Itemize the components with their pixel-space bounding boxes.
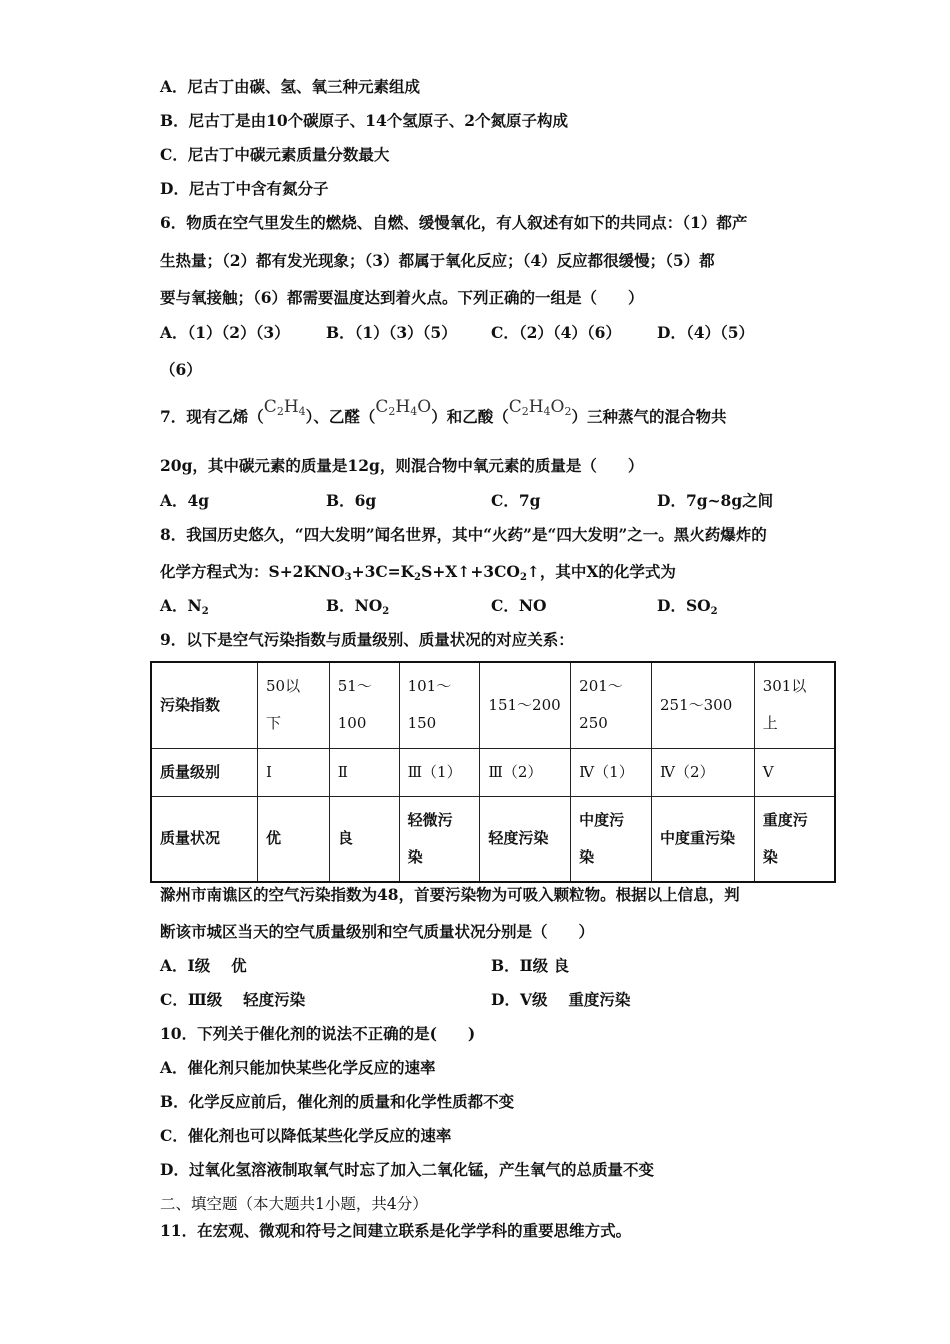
- q9-stem-line2: 断该市城区当天的空气质量级别和空气质量状况分别是（ ）: [160, 922, 595, 941]
- q6-stem-line1: 6．物质在空气里发生的燃烧、自燃、缓慢氧化，有人叙述有如下的共同点：（1）都产: [160, 213, 748, 232]
- q7-option-d: D．7g~8g之间: [657, 491, 774, 510]
- formula-c2h4o: $C_2H_4O$: [375, 397, 432, 418]
- table-cell: [571, 662, 652, 748]
- table-row: [151, 748, 835, 796]
- q9-intro: 9．以下是空气污染指数与质量级别、质量状况的对应关系：: [160, 630, 574, 649]
- q7-stem-line2: 20g，其中碳元素的质量是12g，则混合物中氧元素的质量是（ ）: [160, 456, 644, 475]
- header-pollution-index: 污染指数: [151, 662, 258, 748]
- q10-option-d: D．过氧化氢溶液制取氧气时忘了加入二氧化锰，产生氧气的总质量不变: [160, 1160, 654, 1179]
- table-cell: 轻度污染: [480, 796, 571, 882]
- table-cell: [754, 662, 835, 748]
- q11-stem: 11．在宏观、微观和符号之间建立联系是化学学科的重要思维方式。: [160, 1221, 632, 1240]
- q8-eq-part4: ↑，其中X的化学式为: [526, 562, 676, 581]
- q7-option-a: A．4g: [160, 491, 210, 510]
- cell-text: 51～: [337, 677, 372, 696]
- cell-text: 染: [407, 847, 423, 866]
- q5-option-c: C．尼古丁中碳元素质量分数最大: [160, 145, 390, 164]
- q10-option-a: A．催化剂只能加快某些化学反应的速率: [160, 1058, 436, 1077]
- q9-option-c: C．Ⅲ级 轻度污染: [160, 990, 306, 1009]
- q8-option-a-text: A．N: [160, 596, 202, 615]
- q6-option-c: C．（2）（4）（6）: [491, 323, 621, 342]
- cell-text: 150: [407, 714, 437, 733]
- cell-text: 250: [579, 714, 608, 733]
- q7-option-c: C．7g: [491, 491, 541, 510]
- q7-option-b: B．6g: [326, 491, 377, 510]
- air-quality-table: [150, 661, 836, 883]
- q7-text-2: ）、乙醛（: [305, 407, 376, 426]
- q7-text-4: ）三种蒸气的混合物共: [571, 407, 727, 426]
- cell-text: 上: [762, 714, 778, 733]
- q8-option-b: B．$NO_2$: [326, 596, 390, 617]
- q5-option-a: A．尼古丁由碳、氢、氧三种元素组成: [160, 77, 421, 96]
- table-cell: Ⅱ: [329, 748, 399, 796]
- q7-stem-line1: [160, 397, 727, 432]
- table-row: [151, 796, 835, 882]
- q6-option-d: D．（4）（5）: [657, 323, 755, 342]
- formula-c2h4o2: $C_2H_4O_2$: [508, 397, 572, 418]
- q8-eq-part1: 化学方程式为：S+2KNO: [160, 562, 345, 581]
- cell-text: 染: [579, 847, 595, 866]
- q7-text-3: ）和乙酸（: [431, 407, 509, 426]
- cell-text: 下: [266, 714, 282, 733]
- q9-option-b: B．Ⅱ级 良: [491, 956, 570, 975]
- q7-text-1: 7．现有乙烯（: [160, 407, 264, 426]
- table-cell: Ⅲ（1）: [399, 748, 480, 796]
- cell-text: 重度污: [762, 810, 808, 829]
- table-cell: [258, 662, 330, 748]
- q8-option-d: D．$SO_2$: [657, 596, 718, 617]
- cell-text: 轻微污: [407, 810, 453, 829]
- cell-text: 中度污: [579, 810, 625, 829]
- q6-option-b: B．（1）（3）（5）: [326, 323, 457, 342]
- q8-eq-part3: S+X↑+3CO: [421, 562, 520, 581]
- q9-stem-line1: 滁州市南谯区的空气污染指数为48，首要污染物为可吸入颗粒物。根据以上信息，判: [160, 885, 740, 904]
- table-cell: Ⅳ（1）: [571, 748, 652, 796]
- q8-option-a: A．$N_2$: [160, 596, 209, 617]
- q8-option-b-text: B．NO: [326, 596, 383, 615]
- table-cell: Ⅰ: [258, 748, 330, 796]
- q8-stem-line2: 化学方程式为：$S+2KNO_3+3C=K_2S+X↑+3CO_2↑$，其中X的化学式为: [160, 562, 676, 583]
- q9-option-d: D．Ⅴ级 重度污染: [491, 990, 631, 1009]
- cell-text: 201～: [579, 677, 623, 696]
- table-cell: [754, 796, 835, 882]
- table-cell: [399, 796, 480, 882]
- cell-text: 301以: [762, 677, 807, 696]
- q10-option-c: C．催化剂也可以降低某些化学反应的速率: [160, 1126, 452, 1145]
- header-quality-status: 质量状况: [151, 796, 258, 882]
- cell-text: 50以: [266, 677, 301, 696]
- header-quality-level: 质量级别: [151, 748, 258, 796]
- q6-option-a: A．（1）（2）（3）: [160, 323, 290, 342]
- q8-stem-line1: 8．我国历史悠久，“四大发明”闻名世界，其中“火药”是“四大发明”之一。黑火药爆炸的: [160, 525, 767, 544]
- q6-stem-line3: 要与氧接触；（6）都需要温度达到着火点。下列正确的一组是（ ）: [160, 288, 644, 307]
- section-heading: 二、填空题（本大题共1小题，共4分）: [160, 1195, 428, 1213]
- cell-text: 101～: [407, 677, 452, 696]
- table-cell: [399, 662, 480, 748]
- table-cell: 251～300: [652, 662, 755, 748]
- table-cell: Ⅲ（2）: [480, 748, 571, 796]
- q10-option-b: B．化学反应前后，催化剂的质量和化学性质都不变: [160, 1092, 515, 1111]
- table-cell: Ⅴ: [754, 748, 835, 796]
- table-cell: 良: [329, 796, 399, 882]
- q8-option-d-text: D．SO: [657, 596, 711, 615]
- q10-stem: 10．下列关于催化剂的说法不正确的是( ): [160, 1024, 476, 1043]
- q8-option-c: C．NO: [491, 596, 547, 615]
- table-cell: [571, 796, 652, 882]
- table-cell: 中度重污染: [652, 796, 755, 882]
- q9-option-a: A．Ⅰ级 优: [160, 956, 247, 975]
- table-row: [151, 662, 835, 748]
- q5-option-d: D．尼古丁中含有氮分子: [160, 179, 329, 198]
- cell-text: 100: [337, 714, 367, 733]
- q8-eq-part2: +3C=K: [351, 562, 415, 581]
- q6-option-d-cont: （6）: [160, 360, 202, 379]
- cell-text: 染: [762, 847, 778, 866]
- table-cell: Ⅳ（2）: [652, 748, 755, 796]
- q5-option-b: B．尼古丁是由10个碳原子、14个氢原子、2个氮原子构成: [160, 111, 569, 130]
- table-cell: 优: [258, 796, 330, 882]
- q6-stem-line2: 生热量；（2）都有发光现象；（3）都属于氧化反应；（4）反应都很缓慢；（5）都: [160, 251, 715, 270]
- table-cell: 151～200: [480, 662, 571, 748]
- formula-c2h4: $C_2H_4$: [263, 397, 306, 418]
- table-cell: [329, 662, 399, 748]
